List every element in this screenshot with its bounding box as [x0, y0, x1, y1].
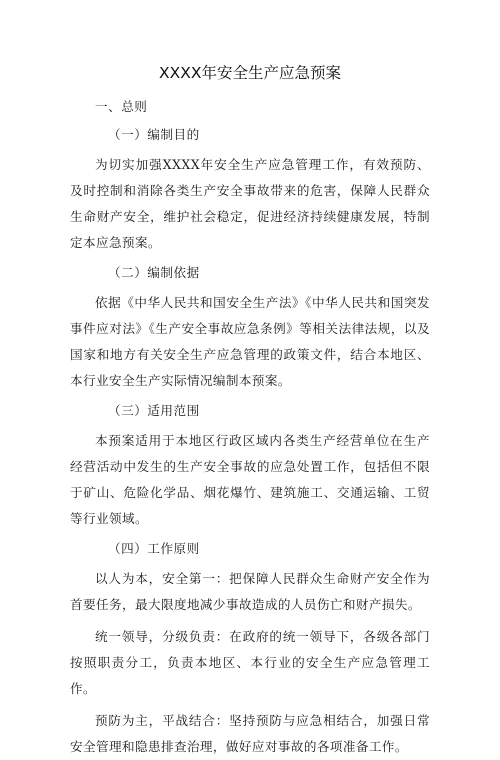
subheading-basis: （二）编制依据: [108, 265, 200, 280]
paragraph-principle-unified-leadership: 统一领导，分级负责：在政府的统一领导下，各级各部门按照职责分工，负责本地区、本行业的安全生产应急管理工作。: [70, 629, 430, 696]
subheading-principles: （四）工作原则: [108, 541, 200, 556]
paragraph-principle-people-first: 以人为本，安全第一：把保障人民群众生命财产安全作为首要任务，最大限度地减少事故造成的人员伤亡和财产损失。: [70, 571, 430, 612]
subheading-scope: （三）适用范围: [108, 403, 200, 418]
paragraph-principle-prevention: 预防为主，平战结合：坚持预防与应急相结合，加强日常安全管理和隐患排查治理，做好应对事故的各项准备工作。: [70, 713, 430, 754]
paragraph-purpose: 为切实加强XXXX年安全生产应急管理工作，有效预防、及时控制和消除各类生产安全事故带来的危害，保障人民群众生命财产安全，维护社会稳定，促进经济持续健康发展，特制定本应急预案。: [70, 157, 430, 250]
paragraph-basis: 依据《中华人民共和国安全生产法》《中华人民共和国突发事件应对法》《生产安全事故应急条例》等相关法律法规，以及国家和地方有关安全生产应急管理的政策文件，结合本地区、本行业安全生产实际情况编制本预案。: [70, 295, 430, 388]
section-heading-general: 一、总则: [95, 99, 148, 114]
document-title: XXXX年安全生产应急预案: [159, 64, 341, 82]
paragraph-scope: 本预案适用于本地区行政区域内各类生产经营单位在生产经营活动中发生的生产安全事故的应急处置工作，包括但不限于矿山、危险化学品、烟花爆竹、建筑施工、交通运输、工贸等行业领域。: [70, 433, 430, 526]
subheading-purpose: （一）编制目的: [108, 127, 200, 142]
